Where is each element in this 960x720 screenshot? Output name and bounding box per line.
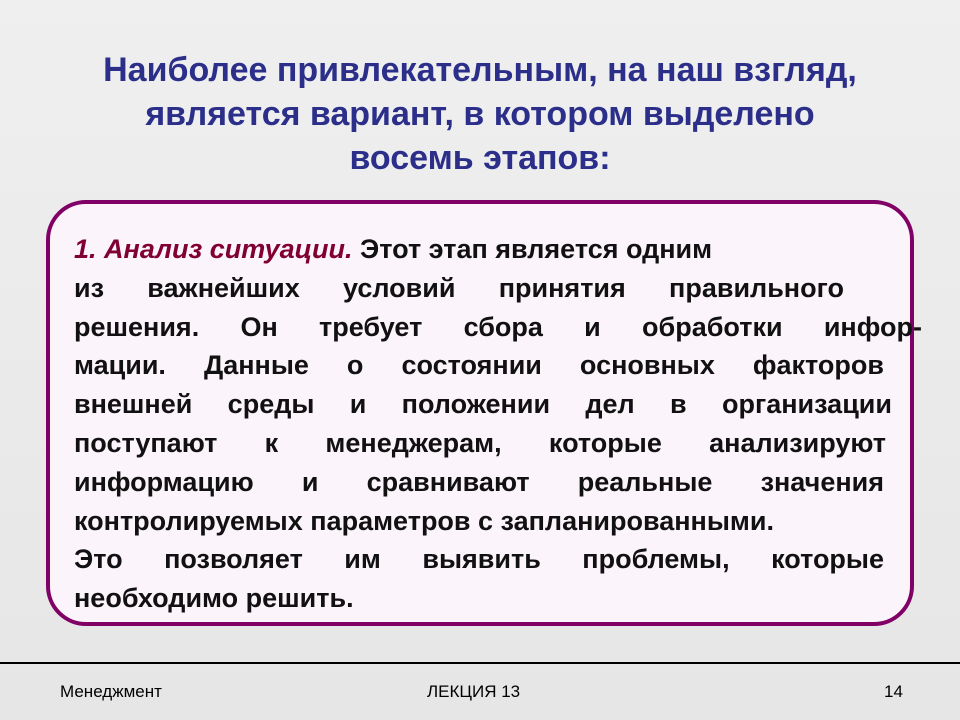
title-line: восемь этапов:: [349, 139, 611, 177]
title-line: Наиболее привлекательным, на наш взгляд,: [103, 51, 857, 89]
text-line: решения. Он требует сбора и обработки инфор-: [74, 311, 922, 342]
text-line: необходимо решить.: [74, 583, 354, 614]
text-line: [74, 230, 914, 269]
slide-title: [20, 48, 940, 180]
text-fragment: Этот этап является одним: [352, 234, 713, 264]
text-line: из важнейших условий принятия правильного: [74, 272, 844, 303]
footer-divider: [0, 662, 960, 664]
content-text: [74, 230, 922, 618]
text-line: внешней среды и положении дел в организации: [74, 389, 892, 420]
text-line: Это позволяет им выявить проблемы, которые: [74, 544, 884, 575]
text-line: информацию и сравнивают реальные значения: [74, 466, 884, 497]
text-line: контролируемых параметров с запланированными.: [74, 505, 774, 536]
footer-lecture: ЛЕКЦИЯ 13: [427, 682, 521, 701]
text-line: поступают к менеджерам, которые анализируют: [74, 427, 886, 458]
step-heading: 1. Анализ ситуации.: [74, 234, 353, 264]
text-line: мации. Данные о состоянии основных факторов: [74, 350, 884, 381]
footer-subject: Менеджмент: [60, 682, 162, 701]
title-line: является вариант, в котором выделено: [145, 95, 815, 133]
page-number: 14: [884, 682, 903, 701]
